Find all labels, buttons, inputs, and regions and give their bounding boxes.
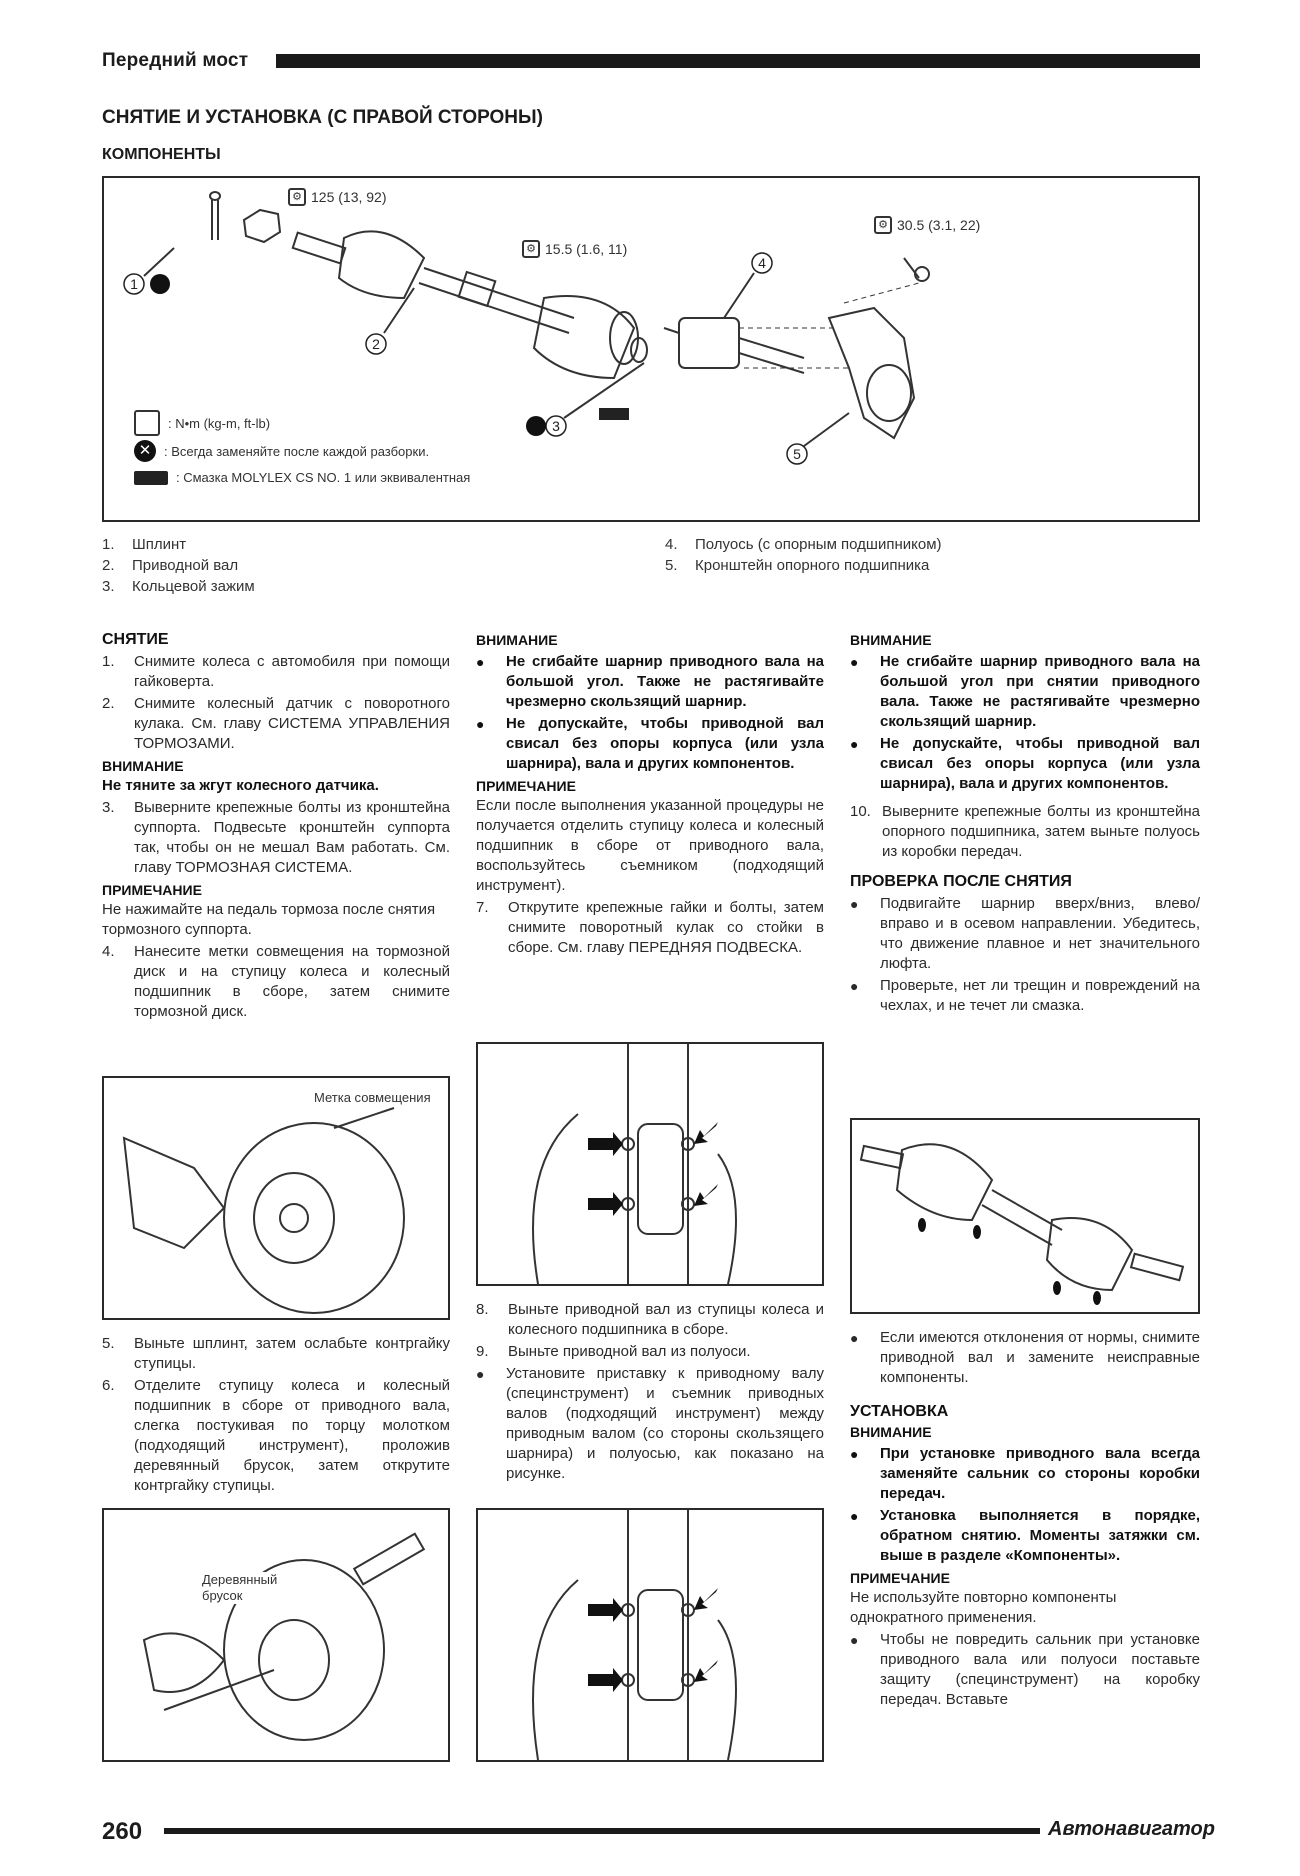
column-1 xyxy=(102,630,450,1024)
step-item: 9. Выньте приводной вал из полуоси. xyxy=(476,1343,751,1360)
warning-bullet: ● Установка выполняется в порядке, обратном снятию. Моменты затяжки см. выше в разделе «Компоненты». xyxy=(850,1507,1200,1564)
components-list-left xyxy=(102,534,255,597)
components-diagram xyxy=(102,176,1200,522)
legend-grease: : Смазка MOLYLEX CS NO. 1 или эквивалентная xyxy=(134,470,470,485)
driveshaft-check-illustration xyxy=(852,1120,1198,1312)
step-item: 2. Снимите колесный датчик с поворотного кулака. См. главу СИСТЕМА УПРАВЛЕНИЯ ТОРМОЗАМИ. xyxy=(102,695,450,752)
hub-removal-illustration xyxy=(104,1510,448,1760)
warning-bullet: ● Не сгибайте шарнир приводного вала на большой угол при снятии приводного вала. Также не растягивайте чрезмерно скользящий шарнир. xyxy=(850,653,1200,730)
callout-5: 5 xyxy=(793,446,801,462)
replace-x-icon: ✕ xyxy=(134,440,156,462)
figure-driveshaft-check xyxy=(850,1118,1200,1314)
column-3-continued xyxy=(850,1326,1200,1712)
section-header: Передний мост xyxy=(102,50,249,71)
torque-wrench-icon: ⚙ xyxy=(874,216,892,234)
callout-2: 2 xyxy=(372,336,380,352)
note-text: Если после выполнения указанной процедуры не получается отделить ступицу колеса и колесный подшипник в сборе от приводного вала, воспользуйтесь съемником (подходящий инструмент). xyxy=(476,797,824,894)
column-2-continued xyxy=(476,1298,824,1486)
warning-title: ВНИМАНИЕ xyxy=(850,632,932,648)
driveshaft-exploded-illustration xyxy=(104,178,1198,520)
components-subtitle: КОМПОНЕНТЫ xyxy=(102,146,221,163)
torque-wrench-icon: ⚙ xyxy=(522,240,540,258)
torque-wrench-icon: ⚙ xyxy=(288,188,306,206)
column-3 xyxy=(850,630,1200,1018)
shaft-puller-illustration xyxy=(478,1510,822,1760)
list-item: 5. Кронштейн опорного подшипника xyxy=(665,557,930,574)
bullet-item: ● Подвигайте шарнир вверх/вниз, влево/вправо и в осевом направлении. Убедитесь, что движение плавное и нет значительного люфта. xyxy=(850,895,1200,972)
figure-brake-disc xyxy=(102,1076,450,1320)
warning-bullet: ● Не допускайте, чтобы приводной вал свисал без опоры корпуса (или узла шарнира), вала и других компонентов. xyxy=(850,735,1200,792)
note-text: Не нажимайте на педаль тормоза после снятия тормозного суппорта. xyxy=(102,901,436,938)
wooden-block-label: Деревянный брусок xyxy=(202,1572,282,1604)
page-number: 260 xyxy=(102,1818,143,1845)
torque-spec-ring: ⚙ 15.5 (1.6, 11) xyxy=(522,240,627,258)
warning-bullet: ● Не допускайте, чтобы приводной вал свисал без опоры корпуса (или узла шарнира), вала и других компонентов. xyxy=(476,715,824,772)
publisher-brand: Автонавигатор xyxy=(1048,1818,1215,1840)
step-item: 1. Снимите колеса с автомобиля при помощи гайковерта. xyxy=(102,653,450,690)
list-item: 4. Полуось (с опорным подшипником) xyxy=(665,536,942,553)
legend-replace: ✕ : Всегда заменяйте после каждой разборки. xyxy=(134,440,429,462)
note-title: ПРИМЕЧАНИЕ xyxy=(476,778,576,794)
install-heading: УСТАНОВКА xyxy=(850,1403,949,1420)
step-item: 3. Выверните крепежные болты из кронштейна суппорта. Подвесьте кронштейн суппорта так, чтобы он не мешал Вам работать. См. главу ТОРМОЗНАЯ СИСТЕМА. xyxy=(102,799,450,876)
figure-hub-removal xyxy=(102,1508,450,1762)
list-item: 2. Приводной вал xyxy=(102,557,239,574)
callout-3: 3 xyxy=(552,418,560,434)
warning-title: ВНИМАНИЕ xyxy=(102,758,184,774)
alignment-mark-label: Метка совмещения xyxy=(314,1090,431,1105)
warning-bullet: ● Не сгибайте шарнир приводного вала на большой угол. Также не растягивайте чрезмерно скользящий шарнир. xyxy=(476,653,824,710)
warning-title: ВНИМАНИЕ xyxy=(476,632,558,648)
components-list-right xyxy=(665,534,942,576)
callout-4: 4 xyxy=(758,255,766,271)
list-item: 1. Шплинт xyxy=(102,536,187,553)
note-title: ПРИМЕЧАНИЕ xyxy=(850,1570,950,1586)
bullet-item: ● Установите приставку к приводному валу (специнструмент) и съемник приводных валов (подходящий инструмент) между приводным валом (со стороны скользящего шарнира) и полуосью, как показано на рисунке. xyxy=(476,1365,824,1482)
warning-title: ВНИМАНИЕ xyxy=(850,1424,932,1440)
column-2 xyxy=(476,630,824,960)
torque-spec-bracket: ⚙ 30.5 (3.1, 22) xyxy=(874,216,980,234)
callout-1: 1 xyxy=(130,276,138,292)
check-heading: ПРОВЕРКА ПОСЛЕ СНЯТИЯ xyxy=(850,873,1072,890)
header-rule xyxy=(276,54,1200,68)
footer-rule xyxy=(164,1828,1040,1834)
page-title: СНЯТИЕ И УСТАНОВКА (С ПРАВОЙ СТОРОНЫ) xyxy=(102,107,543,128)
bullet-item: ● Если имеются отклонения от нормы, снимите приводной вал и замените неисправные компоненты. xyxy=(850,1329,1200,1386)
column-1-continued xyxy=(102,1332,450,1498)
warning-text: Не тяните за жгут колесного датчика. xyxy=(102,777,379,794)
torque-wrench-icon xyxy=(134,410,160,436)
grease-tube-icon xyxy=(134,471,168,485)
step-item: 8. Выньте приводной вал из ступицы колеса и колесного подшипника в сборе. xyxy=(476,1301,824,1338)
bullet-item: ● Проверьте, нет ли трещин и повреждений на чехлах, и не течет ли смазка. xyxy=(850,977,1200,1014)
step-item: 7. Открутите крепежные гайки и болты, затем снимите поворотный кулак со стойки в сборе. См. главу ПЕРЕДНЯЯ ПОДВЕСКА. xyxy=(476,899,824,956)
note-title: ПРИМЕЧАНИЕ xyxy=(102,882,202,898)
step-item: 10. Выверните крепежные болты из кронштейна опорного подшипника, затем выньте полуось из коробки передач. xyxy=(850,803,1200,860)
strut-bolts-illustration xyxy=(478,1044,822,1284)
note-text: Не используйте повторно компоненты однократного применения. xyxy=(850,1589,1117,1626)
figure-shaft-puller xyxy=(476,1508,824,1762)
torque-spec-nut: ⚙ 125 (13, 92) xyxy=(288,188,387,206)
legend-torque: : N•m (kg-m, ft-lb) xyxy=(134,410,270,436)
list-item: 3. Кольцевой зажим xyxy=(102,578,255,595)
step-item: 6. Отделите ступицу колеса и колесный подшипник в сборе от приводного вала, слегка постукивая по торцу молотком (подходящий инструмент), проложив деревянный брусок, затем открутите контргайку ступицы. xyxy=(102,1377,450,1494)
step-item: 4. Нанесите метки совмещения на тормозной диск и на ступицу колеса и колесный подшипник в сборе, затем снимите тормозной диск. xyxy=(102,943,450,1020)
bullet-item: ● Чтобы не повредить сальник при установке приводного вала или полуоси поставьте защиту (специнструмент) на коробку передач. Вставьте xyxy=(850,1631,1200,1708)
figure-strut-bolts xyxy=(476,1042,824,1286)
warning-bullet: ● При установке приводного вала всегда заменяйте сальник со стороны коробки передач. xyxy=(850,1445,1200,1502)
removal-heading: СНЯТИЕ xyxy=(102,631,169,648)
step-item: 5. Выньте шплинт, затем ослабьте контргайку ступицы. xyxy=(102,1335,450,1372)
brake-disc-illustration xyxy=(104,1078,448,1318)
